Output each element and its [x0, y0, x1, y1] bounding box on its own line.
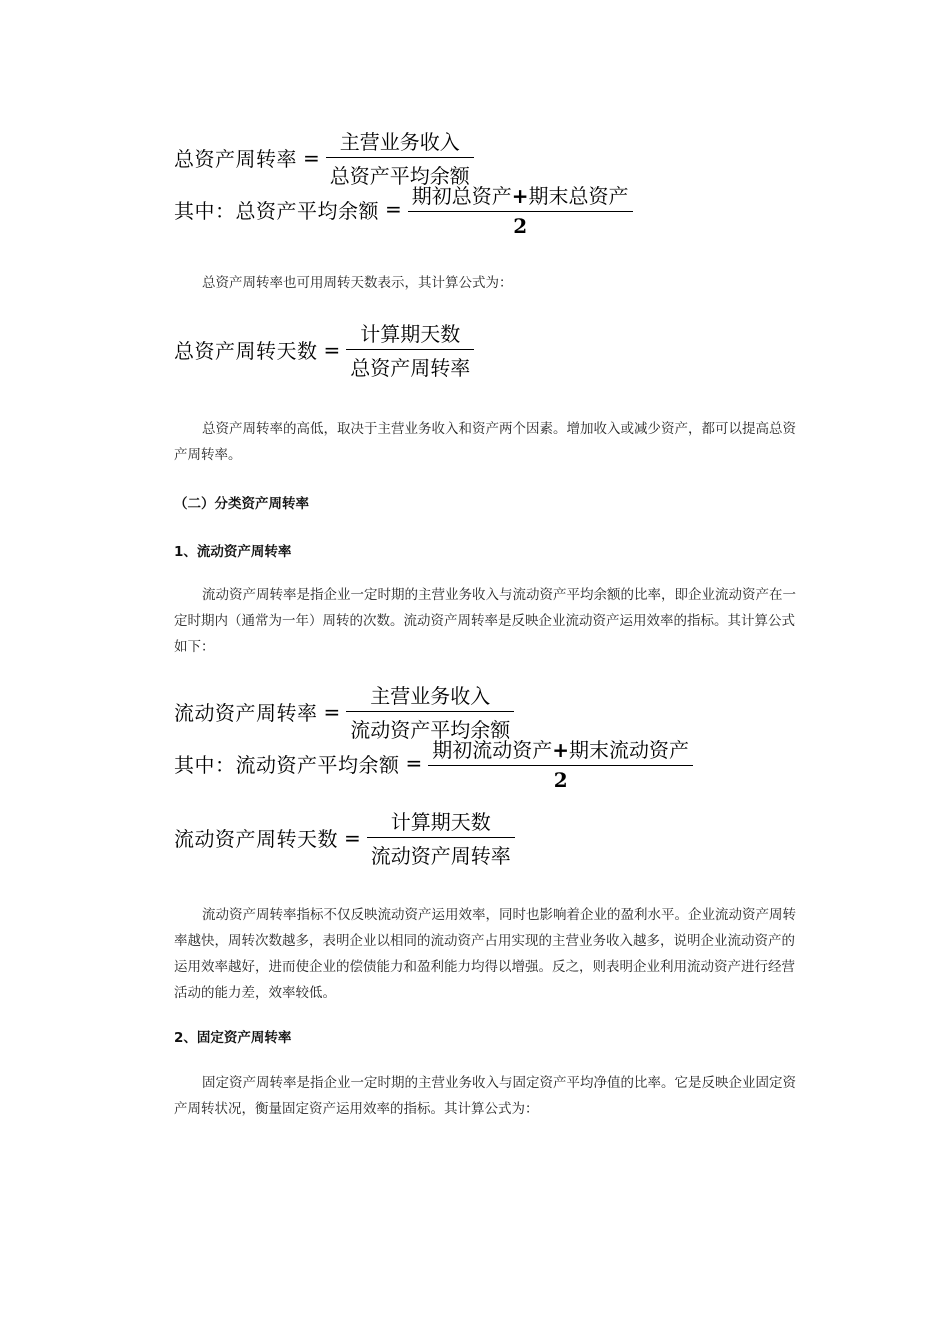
fraction-numerator: 计算期天数 [390, 810, 491, 834]
formula-lhs: 总资产周转率 [174, 147, 297, 171]
equals-sign: = [323, 699, 341, 724]
fraction-numerator: 计算期天数 [360, 322, 461, 346]
section-heading-current-asset-turnover: 1、流动资产周转率 [174, 544, 292, 560]
plus-sign: + [511, 184, 529, 208]
fraction-numerator: 主营业务收入 [339, 130, 460, 154]
text-line: 活动的能力差，效率较低。 [174, 985, 336, 1001]
plus-sign: + [552, 738, 570, 762]
paragraph-fixed-asset-definition [174, 1070, 804, 1122]
section-heading-classified-turnover: （二）分类资产周转率 [174, 496, 309, 512]
numerator-part-b: 期末总资产 [528, 184, 629, 208]
paragraph-turnover-days-intro [174, 270, 804, 296]
fraction-denominator: 总资产平均余额 [329, 164, 470, 188]
equals-sign: = [323, 337, 341, 362]
formula-lhs: 其中：总资产平均余额 [174, 198, 379, 223]
paragraph-current-asset-impact [174, 902, 804, 1006]
fraction-numerator [408, 180, 633, 211]
equals-sign: = [385, 197, 402, 221]
text-line: 流动资产周转率是指企业一定时期的主营业务收入与流动资产平均余额的比率，即企业流动资产在一 [202, 587, 796, 603]
formula-total-asset-turnover-days [174, 318, 474, 381]
text-line: 运用效率越好，进而使企业的偿债能力和盈利能力均得以增强。反之，则表明企业利用流动资产进行经营 [174, 959, 795, 975]
equals-sign: = [405, 751, 423, 775]
text-line: 流动资产周转率指标不仅反映流动资产运用效率，同时也影响着企业的盈利水平。企业流动资产周转 [202, 907, 796, 923]
text-line: 产周转状况，衡量固定资产运用效率的指标。其计算公式为： [174, 1101, 539, 1117]
fraction [367, 806, 515, 869]
fraction [408, 180, 633, 238]
text-line: 定时期内（通常为一年）周转的次数。流动资产周转率是反映企业流动资产运用效率的指标。其计算公式 [174, 613, 795, 629]
text-line: 总资产周转率也可用周转天数表示，其计算公式为： [202, 275, 513, 291]
formula-lhs: 总资产周转天数 [174, 339, 318, 363]
formula-lhs: 流动资产周转天数 [174, 827, 338, 851]
numerator-part-b: 期末流动资产 [569, 738, 690, 762]
fraction-denominator: 流动资产周转率 [370, 844, 511, 868]
fraction-numerator: 主营业务收入 [370, 684, 491, 708]
formula-current-asset-average [174, 734, 693, 792]
numerator-part-a: 期初流动资产 [432, 738, 553, 762]
text-line: 产周转率。 [174, 447, 242, 463]
paragraph-total-asset-factors [174, 416, 804, 468]
formula-lhs: 其中：流动资产平均余额 [174, 752, 400, 777]
fraction-numerator [428, 734, 693, 765]
equals-sign: = [344, 825, 361, 850]
text-line: 率越快，周转次数越多，表明企业以相同的流动资产占用实现的主营业务收入越多，说明企业流动资产的 [174, 933, 795, 949]
fraction-denominator: 流动资产平均余额 [350, 718, 511, 742]
text-line: 固定资产周转率是指企业一定时期的主营业务收入与固定资产平均净值的比率。它是反映企业固定资 [202, 1075, 796, 1091]
fraction-denominator: 2 [513, 214, 528, 238]
formula-lhs: 流动资产周转率 [174, 701, 318, 725]
text-line: 如下： [174, 639, 215, 655]
fraction-denominator: 总资产周转率 [350, 356, 471, 380]
text-line: 总资产周转率的高低，取决于主营业务收入和资产两个因素。增加收入或减少资产，都可以提高总资 [202, 421, 796, 437]
paragraph-current-asset-definition [174, 582, 804, 660]
section-heading-fixed-asset-turnover: 2、固定资产周转率 [174, 1030, 292, 1046]
formula-total-asset-average [174, 180, 633, 238]
equals-sign: = [303, 145, 320, 170]
formula-current-asset-turnover-days [174, 806, 515, 869]
fraction [346, 318, 474, 381]
fraction-denominator: 2 [553, 768, 568, 792]
numerator-part-a: 期初总资产 [411, 184, 512, 208]
fraction [428, 734, 693, 792]
